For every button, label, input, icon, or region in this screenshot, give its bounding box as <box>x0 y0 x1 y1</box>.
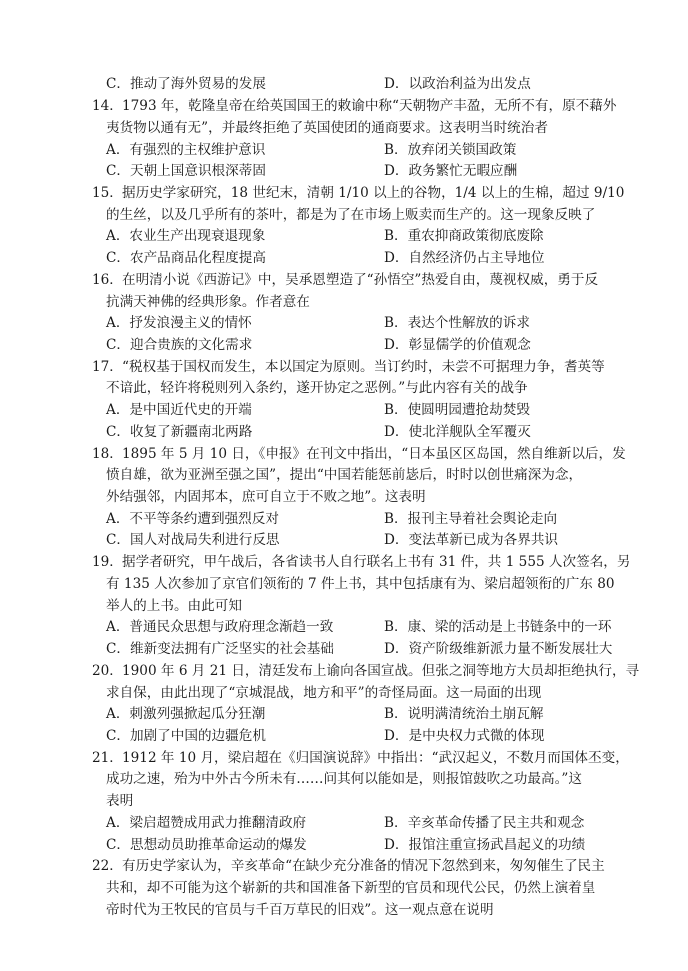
question-number: 15． <box>92 185 123 201</box>
option-c: C．维新变法拥有广泛坚实的社会基础 <box>106 641 334 657</box>
option-a: A．刺激列强掀起瓜分狂潮 <box>106 706 266 722</box>
question-stem-line: 1912 年 10 月，梁启超在《归国演说辞》中指出：“武汉起义，不数月而国体丕变， <box>122 750 629 766</box>
option-d: D．是中央权力式微的体现 <box>384 728 545 744</box>
question-number: 14． <box>92 98 123 114</box>
option-a: A．不平等条约遭到强烈反对 <box>106 511 279 527</box>
option-d: D．使北洋舰队全军覆灭 <box>384 424 531 440</box>
option-d: D．自然经济仍占主导地位 <box>384 250 545 266</box>
option-a: A．农业生产出现衰退现象 <box>106 228 266 244</box>
question-stem-line: 1793 年，乾隆皇帝在给英国国王的敕谕中称“天朝物产丰盈，无所不有，原不藉外 <box>122 98 617 114</box>
question-stem-line: 据学者研究，甲午战后，各省读书人自行联名上书有 31 件，共 1 555 人次签名，另 <box>122 554 631 570</box>
option-a: A．普通民众思想与政府理念渐趋一致 <box>106 619 334 635</box>
option-c: C．天朝上国意识根深蒂固 <box>106 163 266 179</box>
option-a: A．有强烈的主权维护意识 <box>106 142 266 158</box>
option-d: D．变法革新已成为各界共识 <box>384 532 559 548</box>
question-stem-line: 帝时代为王牧民的官员与千百万草民的旧戏”。这一观点意在说明 <box>106 902 494 918</box>
option-a: A．梁启超赞成用武力推翻清政府 <box>106 815 307 831</box>
question-stem-line: 夷货物以通有无”，并最终拒绝了英国使团的通商要求。这表明当时统治者 <box>106 120 548 136</box>
question-stem-line: 在明清小说《西游记》中，吴承恩塑造了“孙悟空”热爱自由，蔑视权威，勇于反 <box>122 272 599 288</box>
question-number: 21． <box>92 750 123 766</box>
question-number: 16． <box>92 272 123 288</box>
option-b: B．表达个性解放的诉求 <box>384 315 530 331</box>
question-number: 20． <box>92 663 123 679</box>
option-d: D．政务繁忙无暇应酬 <box>384 163 518 179</box>
question-stem-line: 求自保，由此出现了“京城混战，地方和平”的奇怪局面。这一局面的出现 <box>106 685 542 701</box>
option-b: B．辛亥革命传播了民主共和观念 <box>384 815 585 831</box>
question-stem-line: 有 135 人次参加了京官们领衔的 7 件上书，其中包括康有为、梁启超领衔的广东 80 <box>106 576 615 592</box>
question-stem-line: “税权基于国权而发生，本以国定为原则。当订约时，未尝不可据理力争，耆英等 <box>122 359 605 375</box>
option-c: C．农产品商品化程度提高 <box>106 250 266 266</box>
option-13-d: D．以政治利益为出发点 <box>384 76 531 92</box>
option-c: C．迎合贵族的文化需求 <box>106 337 253 353</box>
question-stem-line: 不谙此，轻许将税则列入条约，遂开协定之恶例。”与此内容有关的战争 <box>106 380 528 396</box>
option-d: D．彰显儒学的价值观念 <box>384 337 531 353</box>
option-a: A．抒发浪漫主义的情怀 <box>106 315 252 331</box>
option-b: B．放弃闭关锁国政策 <box>384 142 517 158</box>
question-stem-line: 举人的上书。由此可知 <box>106 598 242 614</box>
question-stem-line: 共和，却不可能为这个崭新的共和国准备下新型的官员和现代公民，仍然上演着皇 <box>106 880 596 896</box>
question-number: 17． <box>92 359 123 375</box>
option-d: D．报馆注重宣扬武昌起义的功绩 <box>384 837 586 853</box>
question-stem-line: 有历史学家认为，辛亥革命“在缺少充分准备的情况下忽然到来，匆匆催生了民主 <box>122 858 605 874</box>
question-stem-line: 表明 <box>106 793 134 809</box>
option-b: B．报刊主导着社会舆论走向 <box>384 511 558 527</box>
option-a: A．是中国近代史的开端 <box>106 402 252 418</box>
question-number: 22． <box>92 858 123 874</box>
option-13-c: C．推动了海外贸易的发展 <box>106 76 266 92</box>
option-d: D．资产阶级维新派力量不断发展壮大 <box>384 641 613 657</box>
question-number: 18． <box>92 446 123 462</box>
option-b: B．说明满清统治土崩瓦解 <box>384 706 544 722</box>
option-b: B．康、梁的活动是上书链条中的一环 <box>384 619 612 635</box>
question-stem-line: 据历史学家研究，18 世纪末，清朝 1/10 以上的谷物，1/4 以上的生棉，超过 9/10 <box>122 185 625 201</box>
option-c: C．加剧了中国的边疆危机 <box>106 728 266 744</box>
question-stem-line: 外结强邻，内固邦本，庶可自立于不败之地”。这表明 <box>106 489 426 505</box>
question-stem-line: 1895 年 5 月 10 日，《申报》在刊文中指出，“日本虽区区岛国，然自维新以后，发 <box>122 446 626 462</box>
question-stem-line: 抗满天神佛的经典形象。作者意在 <box>106 294 310 310</box>
option-c: C．思想动员助推革命运动的爆发 <box>106 837 307 853</box>
option-b: B．重农抑商政策彻底废除 <box>384 228 544 244</box>
option-c: C．收复了新疆南北两路 <box>106 424 253 440</box>
option-c: C．国人对战局失利进行反思 <box>106 532 280 548</box>
option-b: B．使圆明园遭抢劫焚毁 <box>384 402 530 418</box>
question-stem-line: 成功之速，殆为中外古今所未有……问其何以能如是，则报馆鼓吹之功最高。”这 <box>106 771 582 787</box>
question-stem-line: 的生丝，以及几乎所有的茶叶，都是为了在市场上贩卖而生产的。这一现象反映了 <box>106 207 596 223</box>
question-stem-line: 1900 年 6 月 21 日，清廷发布上谕向各国宣战。但张之洞等地方大员却拒绝执行，寻 <box>122 663 640 679</box>
question-stem-line: 愤自雄，欲为亚洲至强之国”，提出“中国若能惩前毖后，时时以创世痛深为念， <box>106 467 583 483</box>
question-number: 19． <box>92 554 123 570</box>
